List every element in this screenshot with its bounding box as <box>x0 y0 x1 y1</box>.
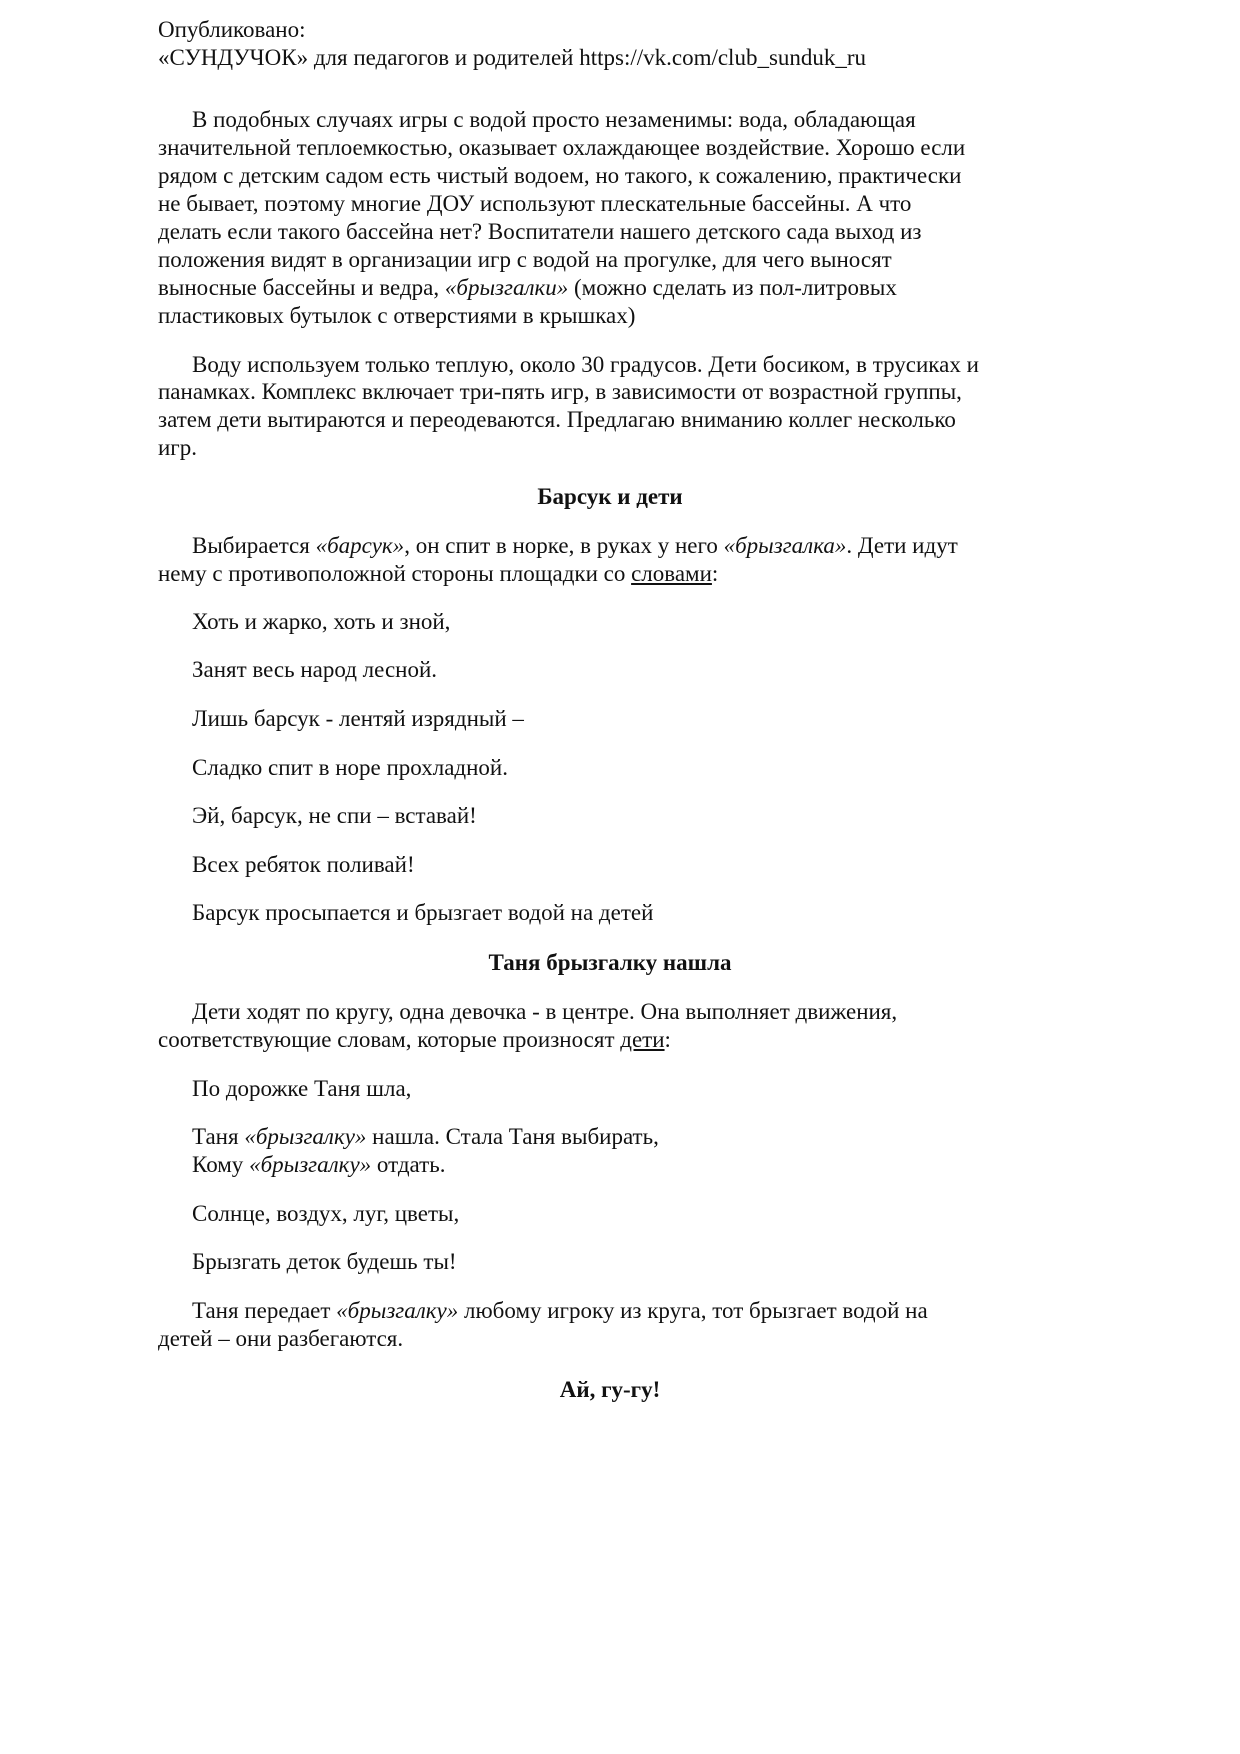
verse-line: Барсук просыпается и брызгает водой на детей <box>192 900 654 925</box>
text: нашла. Стала Таня выбирать, <box>366 1124 659 1149</box>
paragraph-line: делать если такого бассейна нет? Воспитатели нашего детского сада выход из <box>158 219 922 244</box>
text: , он спит в норке, в руках у него <box>404 533 724 558</box>
section-heading: Барсук и дети <box>537 484 683 509</box>
text: Таня <box>192 1124 245 1149</box>
verse-line: Хоть и жарко, хоть и зной, <box>192 609 451 634</box>
paragraph-line: положения видят в организации игр с водой на прогулке, для чего выносят <box>158 247 892 272</box>
paragraph-line <box>192 532 958 560</box>
verse-line: Брызгать деток будешь ты! <box>192 1249 457 1274</box>
verse-line: По дорожке Таня шла, <box>192 1076 412 1101</box>
italic-term: «барсук» <box>315 533 405 558</box>
verse-line <box>192 1123 659 1151</box>
text: . Дети идут <box>846 533 958 558</box>
header-label: Опубликовано: <box>158 17 306 42</box>
italic-term: «брызгалка» <box>723 533 847 558</box>
paragraph-line: панамках. Комплекс включает три-пять игр, в зависимости от возрастной группы, <box>158 379 962 404</box>
paragraph-line <box>192 1297 928 1325</box>
text: выносные бассейны и ведра, <box>158 275 445 300</box>
paragraph-line <box>158 560 718 588</box>
verse-line <box>192 1151 445 1179</box>
text: Кому <box>192 1152 250 1177</box>
verse-line: Эй, барсук, не спи – вставай! <box>192 803 477 828</box>
text: любому игроку из круга, тот брызгает водой на <box>458 1298 928 1323</box>
italic-term: «брызгалки» <box>444 275 569 300</box>
verse-line: Солнце, воздух, луг, цветы, <box>192 1201 460 1226</box>
verse-line: Лишь барсук - лентяй изрядный – <box>192 706 524 731</box>
paragraph-line: В подобных случаях игры с водой просто незаменимы: вода, обладающая <box>192 107 916 132</box>
verse-line: Занят весь народ лесной. <box>192 657 438 682</box>
paragraph-line: пластиковых бутылок с отверстиями в крышках) <box>158 303 636 328</box>
text: (можно сделать из пол-литровых <box>568 275 897 300</box>
paragraph-line <box>158 274 897 302</box>
paragraph-line: затем дети вытираются и переодеваются. Предлагаю вниманию коллег несколько <box>158 407 956 432</box>
paragraph-line: Воду используем только теплую, около 30 градусов. Дети босиком, в трусиках и <box>192 352 979 377</box>
underlined-word: дети <box>620 1027 665 1052</box>
text: : <box>664 1027 671 1052</box>
underlined-word: словами <box>631 561 712 586</box>
italic-term: «брызгалку» <box>249 1152 372 1177</box>
italic-term: «брызгалку» <box>244 1124 367 1149</box>
header-source: «СУНДУЧОК» для педагогов и родителей https://vk.com/club_sunduk_ru <box>158 45 867 70</box>
text: соответствующие словам, которые произносят <box>158 1027 621 1052</box>
paragraph-line: Дети ходят по кругу, одна девочка - в центре. Она выполняет движения, <box>192 999 898 1024</box>
paragraph-line: детей – они разбегаются. <box>158 1326 404 1351</box>
section-heading: Ай, гу-гу! <box>559 1377 661 1402</box>
paragraph-line: рядом с детским садом есть чистый водоем, но такого, к сожалению, практически <box>158 163 962 188</box>
verse-line: Сладко спит в норе прохладной. <box>192 755 508 780</box>
verse-line: Всех ребяток поливай! <box>192 852 415 877</box>
text: Выбирается <box>192 533 316 558</box>
text: Таня передает <box>192 1298 337 1323</box>
paragraph-line: игр. <box>158 435 197 460</box>
text: нему с противоположной стороны площадки со <box>158 561 632 586</box>
text: : <box>711 561 719 586</box>
paragraph-line <box>158 1026 671 1054</box>
text: отдать. <box>371 1152 446 1177</box>
paragraph-line: не бывает, поэтому многие ДОУ используют плескательные бассейны. А что <box>158 191 912 216</box>
italic-term: «брызгалку» <box>336 1298 459 1323</box>
section-heading: Таня брызгалку нашла <box>488 950 732 975</box>
paragraph-line: значительной теплоемкостью, оказывает охлаждающее воздействие. Хорошо если <box>158 135 966 160</box>
